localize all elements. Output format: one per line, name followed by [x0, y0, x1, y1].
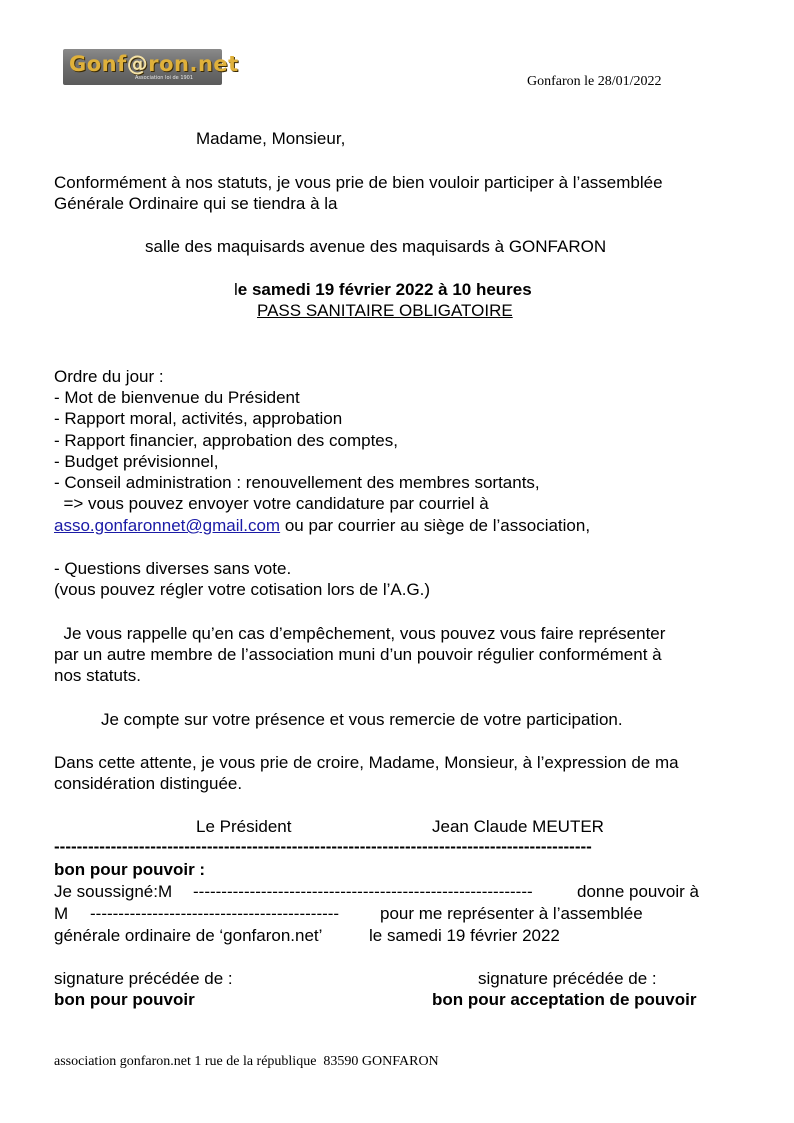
agenda-item: - Mot de bienvenue du Président: [54, 388, 300, 407]
sig-right-bold: bon pour acceptation de pouvoir: [432, 990, 697, 1009]
sig-left-label: signature précédée de :: [54, 969, 233, 988]
proxy-name-field-2[interactable]: --------------------------------------------: [90, 904, 340, 923]
proxy-line-2-suffix: pour me représenter à l’assemblée: [380, 904, 643, 923]
agenda-item: - Budget prévisionnel,: [54, 452, 219, 471]
proxy-name-field-1[interactable]: ------------------------------------------------------------: [193, 882, 533, 901]
cut-separator: -----------------------------------------------------------------------------------------------: [54, 837, 592, 856]
cotisation: (vous pouvez régler votre cotisation lors de l’A.G.): [54, 580, 431, 599]
signature-name: Jean Claude MEUTER: [432, 817, 604, 836]
rappel-line-2: par un autre membre de l’association muni d’un pouvoir régulier conformément à: [54, 645, 662, 664]
rappel-line-1: Je vous rappelle qu’en cas d’empêchement, vous pouvez vous faire représenter: [54, 624, 666, 643]
salutation: Madame, Monsieur,: [196, 129, 346, 148]
email-line: asso.gonfaronnet@gmail.com ou par courrier au siège de l’association,: [54, 516, 591, 535]
date-line: Gonfaron le 28/01/2022: [527, 74, 662, 89]
proxy-title: bon pour pouvoir :: [54, 860, 206, 879]
logo: [63, 49, 239, 85]
intro-line-2: Générale Ordinaire qui se tiendra à la: [54, 194, 338, 213]
logo-subtitle: Association loi de 1901: [135, 75, 194, 81]
sig-left-bold: bon pour pouvoir: [54, 990, 195, 1009]
proxy-line-1-label: Je soussigné:M: [54, 882, 173, 901]
signature-role: Le Président: [196, 817, 292, 836]
pass-sanitaire: PASS SANITAIRE OBLIGATOIRE: [257, 301, 513, 320]
venue: salle des maquisards avenue des maquisards à GONFARON: [145, 237, 607, 256]
proxy-line-3-b: le samedi 19 février 2022: [369, 926, 560, 945]
intro-line-1: Conformément à nos statuts, je vous prie de bien vouloir participer à l’assemblée: [54, 173, 663, 192]
sig-right-label: signature précédée de :: [478, 969, 657, 988]
attente-line-2: considération distinguée.: [54, 774, 243, 793]
agenda-item: - Rapport financier, approbation des comptes,: [54, 431, 398, 450]
logo-wordmark: Gonf@ron.net: [69, 52, 239, 76]
proxy-line-2-label: M: [54, 904, 69, 923]
agenda-item: - Rapport moral, activités, approbation: [54, 409, 343, 428]
compte-line: Je compte sur votre présence et vous remercie de votre participation.: [101, 710, 623, 729]
footer-address: association gonfaron.net 1 rue de la république 83590 GONFARON: [54, 1054, 439, 1069]
agenda-item: => vous pouvez envoyer votre candidature par courriel à: [54, 494, 489, 513]
email-link[interactable]: asso.gonfaronnet@gmail.com: [54, 516, 281, 535]
proxy-line-3-a: générale ordinaire de ‘gonfaron.net’: [54, 926, 323, 945]
proxy-line-1-suffix: donne pouvoir à: [577, 882, 699, 901]
meeting-date: le samedi 19 février 2022 à 10 heures: [234, 280, 532, 299]
attente-line-1: Dans cette attente, je vous prie de croire, Madame, Monsieur, à l’expression de ma: [54, 753, 679, 772]
questions: - Questions diverses sans vote.: [54, 559, 292, 578]
agenda-item: - Conseil administration : renouvellement des membres sortants,: [54, 473, 540, 492]
agenda-title: Ordre du jour :: [54, 367, 164, 386]
rappel-line-3: nos statuts.: [54, 666, 141, 685]
